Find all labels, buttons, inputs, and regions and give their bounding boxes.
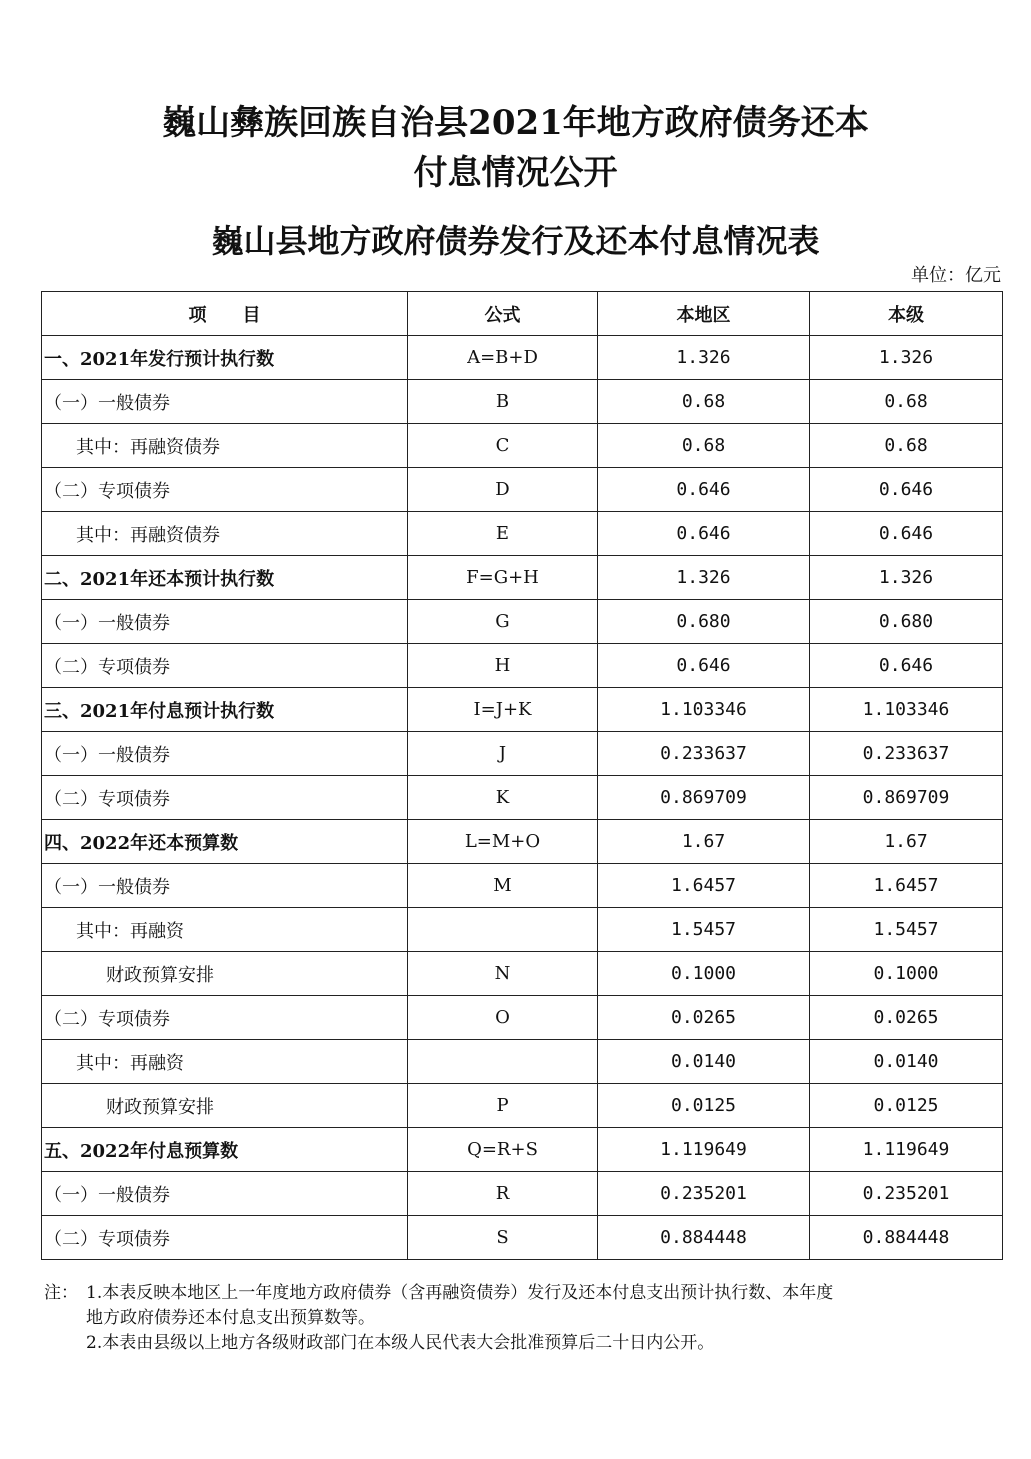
row-formula-cell: S: [408, 1216, 598, 1260]
note-1: [44, 1281, 1004, 1306]
table-row: [42, 908, 1003, 952]
row-own-value: 0.646: [810, 468, 1003, 512]
row-item-cell: 三、2021年付息预计执行数: [42, 688, 408, 732]
row-item-cell: （二）专项债券: [42, 1216, 408, 1260]
row-item-cell: （二）专项债券: [42, 996, 408, 1040]
row-local-value: 0.884448: [598, 1216, 810, 1260]
row-own-value: 1.103346: [810, 688, 1003, 732]
row-formula-cell: [408, 908, 598, 952]
row-item-cell: 一、2021年发行预计执行数: [42, 336, 408, 380]
row-local-value: 1.5457: [598, 908, 810, 952]
note-label: 注：: [44, 1283, 78, 1303]
row-own-value: 1.326: [810, 336, 1003, 380]
row-item-cell: 其中：再融资债券: [42, 512, 408, 556]
table-row: [42, 468, 1003, 512]
header-local: 本地区: [598, 292, 810, 336]
table-row: [42, 380, 1003, 424]
row-own-value: 0.646: [810, 512, 1003, 556]
row-local-value: 0.680: [598, 600, 810, 644]
table-row: [42, 556, 1003, 600]
row-own-value: 0.235201: [810, 1172, 1003, 1216]
row-local-value: 1.103346: [598, 688, 810, 732]
row-item-cell: （一）一般债券: [42, 380, 408, 424]
row-item-cell: （一）一般债券: [42, 864, 408, 908]
row-formula-cell: Q=R+S: [408, 1128, 598, 1172]
row-local-value: 1.326: [598, 556, 810, 600]
table-row: [42, 600, 1003, 644]
row-own-value: 0.0125: [810, 1084, 1003, 1128]
document-title: [0, 98, 1031, 198]
row-formula-cell: F=G+H: [408, 556, 598, 600]
row-formula-cell: H: [408, 644, 598, 688]
table-row: [42, 688, 1003, 732]
note-1-line1: 1.本表反映本地区上一年度地方政府债券（含再融资债券）发行及还本付息支出预计执行数、本年度: [86, 1283, 834, 1303]
document-title-line2: 付息情况公开: [413, 153, 618, 193]
row-own-value: 0.68: [810, 380, 1003, 424]
row-local-value: 1.6457: [598, 864, 810, 908]
row-local-value: 1.67: [598, 820, 810, 864]
row-formula-cell: N: [408, 952, 598, 996]
table-row: [42, 1128, 1003, 1172]
unit-label: 单位：亿元: [911, 265, 1001, 286]
row-formula-cell: B: [408, 380, 598, 424]
notes: [44, 1281, 1004, 1356]
row-formula-cell: D: [408, 468, 598, 512]
table-row: [42, 996, 1003, 1040]
row-formula-cell: G: [408, 600, 598, 644]
row-formula-cell: I=J+K: [408, 688, 598, 732]
row-item-cell: 四、2022年还本预算数: [42, 820, 408, 864]
row-own-value: 0.0265: [810, 996, 1003, 1040]
row-local-value: 0.1000: [598, 952, 810, 996]
table-row: [42, 1172, 1003, 1216]
table-row: [42, 1216, 1003, 1260]
table-body: [42, 336, 1003, 1260]
row-formula-cell: L=M+O: [408, 820, 598, 864]
row-formula-cell: [408, 1040, 598, 1084]
table-row: [42, 732, 1003, 776]
row-local-value: 0.235201: [598, 1172, 810, 1216]
row-own-value: 0.884448: [810, 1216, 1003, 1260]
row-item-cell: （二）专项债券: [42, 776, 408, 820]
row-own-value: 0.233637: [810, 732, 1003, 776]
header-item: 项 目: [42, 292, 408, 336]
row-own-value: 0.680: [810, 600, 1003, 644]
row-item-cell: 财政预算安排: [42, 952, 408, 996]
row-formula-cell: O: [408, 996, 598, 1040]
row-local-value: 0.68: [598, 380, 810, 424]
header-own-level: 本级: [810, 292, 1003, 336]
row-item-cell: 其中：再融资债券: [42, 424, 408, 468]
row-local-value: 0.869709: [598, 776, 810, 820]
table-row: [42, 776, 1003, 820]
row-formula-cell: R: [408, 1172, 598, 1216]
row-formula-cell: C: [408, 424, 598, 468]
row-local-value: 1.326: [598, 336, 810, 380]
row-own-value: 0.1000: [810, 952, 1003, 996]
row-formula-cell: K: [408, 776, 598, 820]
table-row: [42, 512, 1003, 556]
row-own-value: 1.6457: [810, 864, 1003, 908]
row-item-cell: （一）一般债券: [42, 732, 408, 776]
row-item-cell: 五、2022年付息预算数: [42, 1128, 408, 1172]
table-row: [42, 820, 1003, 864]
table-row: [42, 1040, 1003, 1084]
row-local-value: 0.0140: [598, 1040, 810, 1084]
note-1-line2: 地方政府债券还本付息支出预算数等。: [86, 1308, 375, 1328]
row-formula-cell: P: [408, 1084, 598, 1128]
row-local-value: 0.68: [598, 424, 810, 468]
row-local-value: 0.0265: [598, 996, 810, 1040]
row-formula-cell: M: [408, 864, 598, 908]
table-header-row: [42, 292, 1003, 336]
row-local-value: 0.233637: [598, 732, 810, 776]
table-row: [42, 864, 1003, 908]
row-local-value: 0.646: [598, 644, 810, 688]
row-own-value: 1.5457: [810, 908, 1003, 952]
document-title-line1: 巍山彝族回族自治县2021年地方政府债务还本: [162, 103, 869, 143]
table-row: [42, 952, 1003, 996]
row-own-value: 0.869709: [810, 776, 1003, 820]
table-row: [42, 644, 1003, 688]
row-item-cell: （一）一般债券: [42, 600, 408, 644]
row-own-value: 1.326: [810, 556, 1003, 600]
row-item-cell: （二）专项债券: [42, 468, 408, 512]
row-formula-cell: A=B+D: [408, 336, 598, 380]
row-own-value: 1.119649: [810, 1128, 1003, 1172]
row-own-value: 0.0140: [810, 1040, 1003, 1084]
table-row: [42, 336, 1003, 380]
row-item-cell: 二、2021年还本预计执行数: [42, 556, 408, 600]
row-local-value: 0.646: [598, 468, 810, 512]
row-formula-cell: J: [408, 732, 598, 776]
table-row: [42, 1084, 1003, 1128]
row-local-value: 0.0125: [598, 1084, 810, 1128]
row-own-value: 0.646: [810, 644, 1003, 688]
row-local-value: 0.646: [598, 512, 810, 556]
table-title: 巍山县地方政府债券发行及还本付息情况表: [211, 222, 820, 260]
table-row: [42, 424, 1003, 468]
row-item-cell: 其中：再融资: [42, 1040, 408, 1084]
row-item-cell: 财政预算安排: [42, 1084, 408, 1128]
row-item-cell: （一）一般债券: [42, 1172, 408, 1216]
header-formula: 公式: [408, 292, 598, 336]
row-formula-cell: E: [408, 512, 598, 556]
note-2: 2.本表由县级以上地方各级财政部门在本级人民代表大会批准预算后二十日内公开。: [86, 1333, 715, 1353]
debt-table: [41, 291, 1003, 1260]
row-item-cell: （二）专项债券: [42, 644, 408, 688]
row-local-value: 1.119649: [598, 1128, 810, 1172]
row-item-cell: 其中：再融资: [42, 908, 408, 952]
row-own-value: 0.68: [810, 424, 1003, 468]
row-own-value: 1.67: [810, 820, 1003, 864]
